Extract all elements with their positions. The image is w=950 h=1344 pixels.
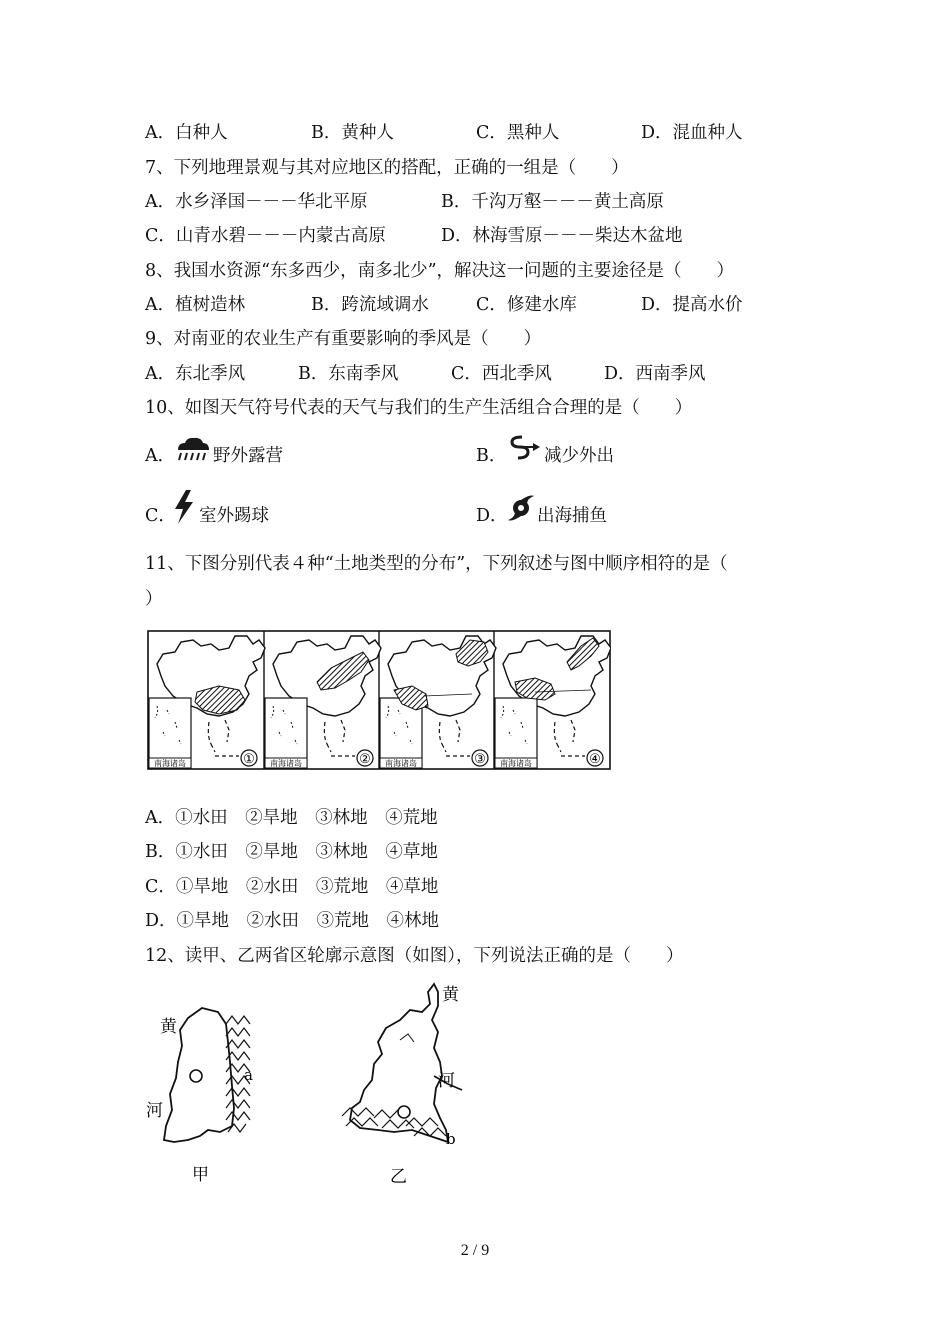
- q10-option-a-letter: A．: [145, 446, 176, 466]
- q7-option-c: C．山青水碧－－－内蒙古高原: [145, 226, 386, 246]
- q7-option-a: A．水乡泽国－－－华北平原: [145, 192, 368, 212]
- q12-stem: 12、读甲、乙两省区轮廓示意图（如图），下列说法正确的是（ ）: [145, 946, 684, 966]
- q8-stem: 8、我国水资源“东多西少，南多北少”，解决这一问题的主要途径是（ ）: [145, 261, 735, 281]
- q9-stem: 9、对南亚的农业生产有重要影响的季风是（ ）: [145, 329, 542, 349]
- rain-cloud-icon: [174, 436, 212, 462]
- province-jia-figure: [140, 990, 280, 1190]
- yi-river-bottom-label: 河: [438, 1071, 455, 1091]
- q8-option-b: B．跨流域调水: [311, 295, 429, 315]
- q10-option-d-text: 出海捕鱼: [537, 506, 607, 526]
- q11-stem-line2: ）: [145, 589, 163, 609]
- q10-option-b-text: 减少外出: [544, 446, 614, 466]
- q11-option-c: C．①旱地 ②水田 ③荒地 ④草地: [145, 877, 439, 897]
- sandstorm-icon: [506, 434, 542, 462]
- q6-option-b: B．黄种人: [311, 123, 394, 143]
- q9-option-c: C．西北季风: [451, 364, 552, 384]
- q9-option-d: D．西南季风: [604, 364, 706, 384]
- q10-option-c-text: 室外踢球: [199, 506, 269, 526]
- jia-river-top-label: 黄: [160, 1017, 177, 1037]
- yi-mark-label: b: [446, 1130, 456, 1148]
- jia-caption: 甲: [192, 1165, 209, 1185]
- q10-option-c-letter: C．: [145, 506, 176, 526]
- q8-option-d: D．提高水价: [641, 295, 743, 315]
- q11-stem-line1: 11、下图分别代表４种“土地类型的分布”，下列叙述与图中顺序相符的是（: [145, 554, 728, 574]
- page-number: 2 / 9: [460, 1242, 490, 1259]
- q7-option-b: B．千沟万壑－－－黄土高原: [441, 192, 664, 212]
- yi-caption: 乙: [390, 1167, 407, 1187]
- map-2-inset-label: 南海诸岛: [270, 759, 302, 768]
- q11-option-d: D．①旱地 ②水田 ③荒地 ④林地: [145, 911, 440, 931]
- q6-option-d: D．混血种人: [641, 123, 743, 143]
- jia-river-bottom-label: 河: [146, 1101, 163, 1121]
- map-3-number: ③: [474, 752, 486, 767]
- q10-option-d-letter: D．: [476, 506, 508, 526]
- q9-option-b: B．东南季风: [298, 364, 399, 384]
- lightning-icon: [172, 489, 196, 525]
- map-1-inset-label: 南海诸岛: [154, 759, 186, 768]
- q10-option-b-letter: B．: [476, 446, 507, 466]
- q7-option-d: D．林海雪原－－－柴达木盆地: [441, 226, 683, 246]
- map-3-inset-label: 南海诸岛: [385, 759, 417, 768]
- yi-river-top-label: 黄: [442, 985, 459, 1005]
- q11-option-a: A．①水田 ②旱地 ③林地 ④荒地: [145, 808, 438, 828]
- typhoon-icon: [506, 493, 536, 523]
- q10-option-a-text: 野外露营: [213, 446, 283, 466]
- q6-option-c: C．黑种人: [476, 123, 560, 143]
- q6-option-a: A．白种人: [145, 123, 228, 143]
- province-yi-figure: [330, 980, 480, 1192]
- q11-option-b: B．①水田 ②旱地 ③林地 ④草地: [145, 842, 438, 862]
- q10-stem: 10、如图天气符号代表的天气与我们的生产生活组合合理的是（ ）: [145, 398, 693, 418]
- map-1-number: ①: [243, 752, 255, 767]
- q9-option-a: A．东北季风: [145, 364, 246, 384]
- map-4-number: ④: [589, 752, 601, 767]
- q7-stem: 7、下列地理景观与其对应地区的搭配，正确的一组是（ ）: [145, 158, 629, 178]
- jia-mark-label: a: [244, 1066, 253, 1084]
- q8-option-c: C．修建水库: [476, 295, 577, 315]
- q8-option-a: A．植树造林: [145, 295, 246, 315]
- map-4-inset-label: 南海诸岛: [500, 759, 532, 768]
- land-type-maps-figure: [147, 630, 611, 770]
- map-2-number: ②: [359, 752, 371, 767]
